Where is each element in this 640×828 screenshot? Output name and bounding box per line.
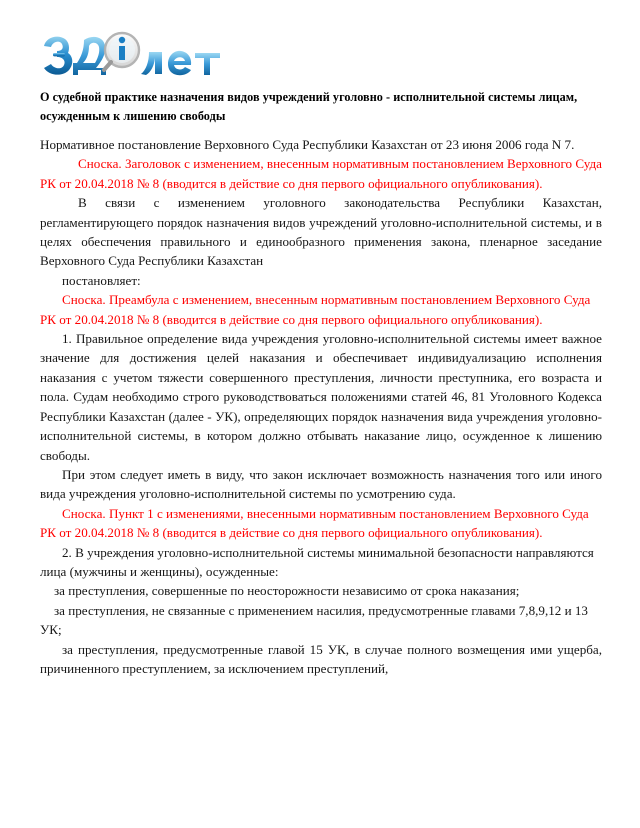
paragraph-preamble: В связи с изменением уголовного законодательства Республики Казахстан, регламентирующего порядок назначения видов учреждений уголовно-исполнительной системы, и в целях обеспечения правильного и единообразного применения закона, пленарное заседание Верховного Суда Республики Казахстан <box>40 195 602 269</box>
logo-letter-el <box>141 52 162 75</box>
logo-letter-i <box>119 37 125 60</box>
paragraph-item-2: 2. В учреждения уголовно-исполнительной системы минимальной безопасности направляются лица (мужчины и женщины), осужденные: <box>40 544 594 579</box>
footnote-note-item-1: Сноска. Пункт 1 с изменениями, внесенными нормативным постановлением Верховного Суда РК от 20.04.2018 № 8 (вводится в действие со дня первого официального опубликования). <box>40 505 589 541</box>
document-blocks <box>40 154 602 678</box>
logo-letter-ae <box>44 37 72 75</box>
footnote-note-preamble: Сноска. Преамбула с изменением, внесенным нормативным постановлением Верховного Суда РК от 20.04.2018 № 8 (вводится в действие со дня первого официального опубликования). <box>40 292 591 327</box>
logo-letter-te <box>195 53 220 75</box>
paragraph-decrees: постановляет: <box>62 272 141 288</box>
page-title: О судебной практике назначения видов учреждений уголовно - исполнительной системы лицам, осужденным к лишению свободы <box>40 90 578 123</box>
adilet-logo-icon <box>38 28 238 84</box>
footnote-note-title: Сноска. Заголовок с изменением, внесенным нормативным постановлением Верховного Суда РК от 20.04.2018 № 8 (вводится в действие со дня первого официального опубликования). <box>40 156 602 191</box>
paragraph-item-2-c: за преступления, предусмотренные главой 15 УК, в случае полного возмещения ими ущерба, причиненного преступлением, за исключением преступлений, <box>40 641 602 676</box>
paragraph-item-1: 1. Правильное определение вида учреждения уголовно-исполнительной системы имеет важное значение для достижения целей наказания и обеспечивает индивидуализацию исполнения наказания с учетом тяжести совершенного преступления, личности преступника, его возраста и пола. Судам необходимо строго руководствоваться положениями статей 46, 81 Уголовного Кодекса Республики Казахстан (далее - УК), определяющих порядок назначения вида учреждения уголовно-исполнительной системы, в котором должно отбывать наказание лицо, осужденное к лишению свободы. <box>40 331 602 463</box>
source-line: Нормативное постановление Верховного Суда Республики Казахстан от 23 июня 2006 года N 7. <box>40 137 575 152</box>
document-body <box>40 88 602 678</box>
paragraph-item-2-b: за преступления, не связанные с применением насилия, предусмотренные главами 7,8,9,12 и 13 УК; <box>40 602 588 638</box>
logo-letter-ye <box>168 51 191 75</box>
logo-letter-de <box>73 37 106 75</box>
adilet-logo[interactable] <box>38 28 238 84</box>
magnifier-icon <box>104 33 139 70</box>
paragraph-item-2-a: за преступления, совершенные по неосторожности независимо от срока наказания; <box>54 583 520 599</box>
paragraph-item-1-note-text: При этом следует иметь в виду, что закон исключает возможность назначения того или иного вида учреждения уголовно-исполнительной системы по усмотрению суда. <box>40 466 602 502</box>
